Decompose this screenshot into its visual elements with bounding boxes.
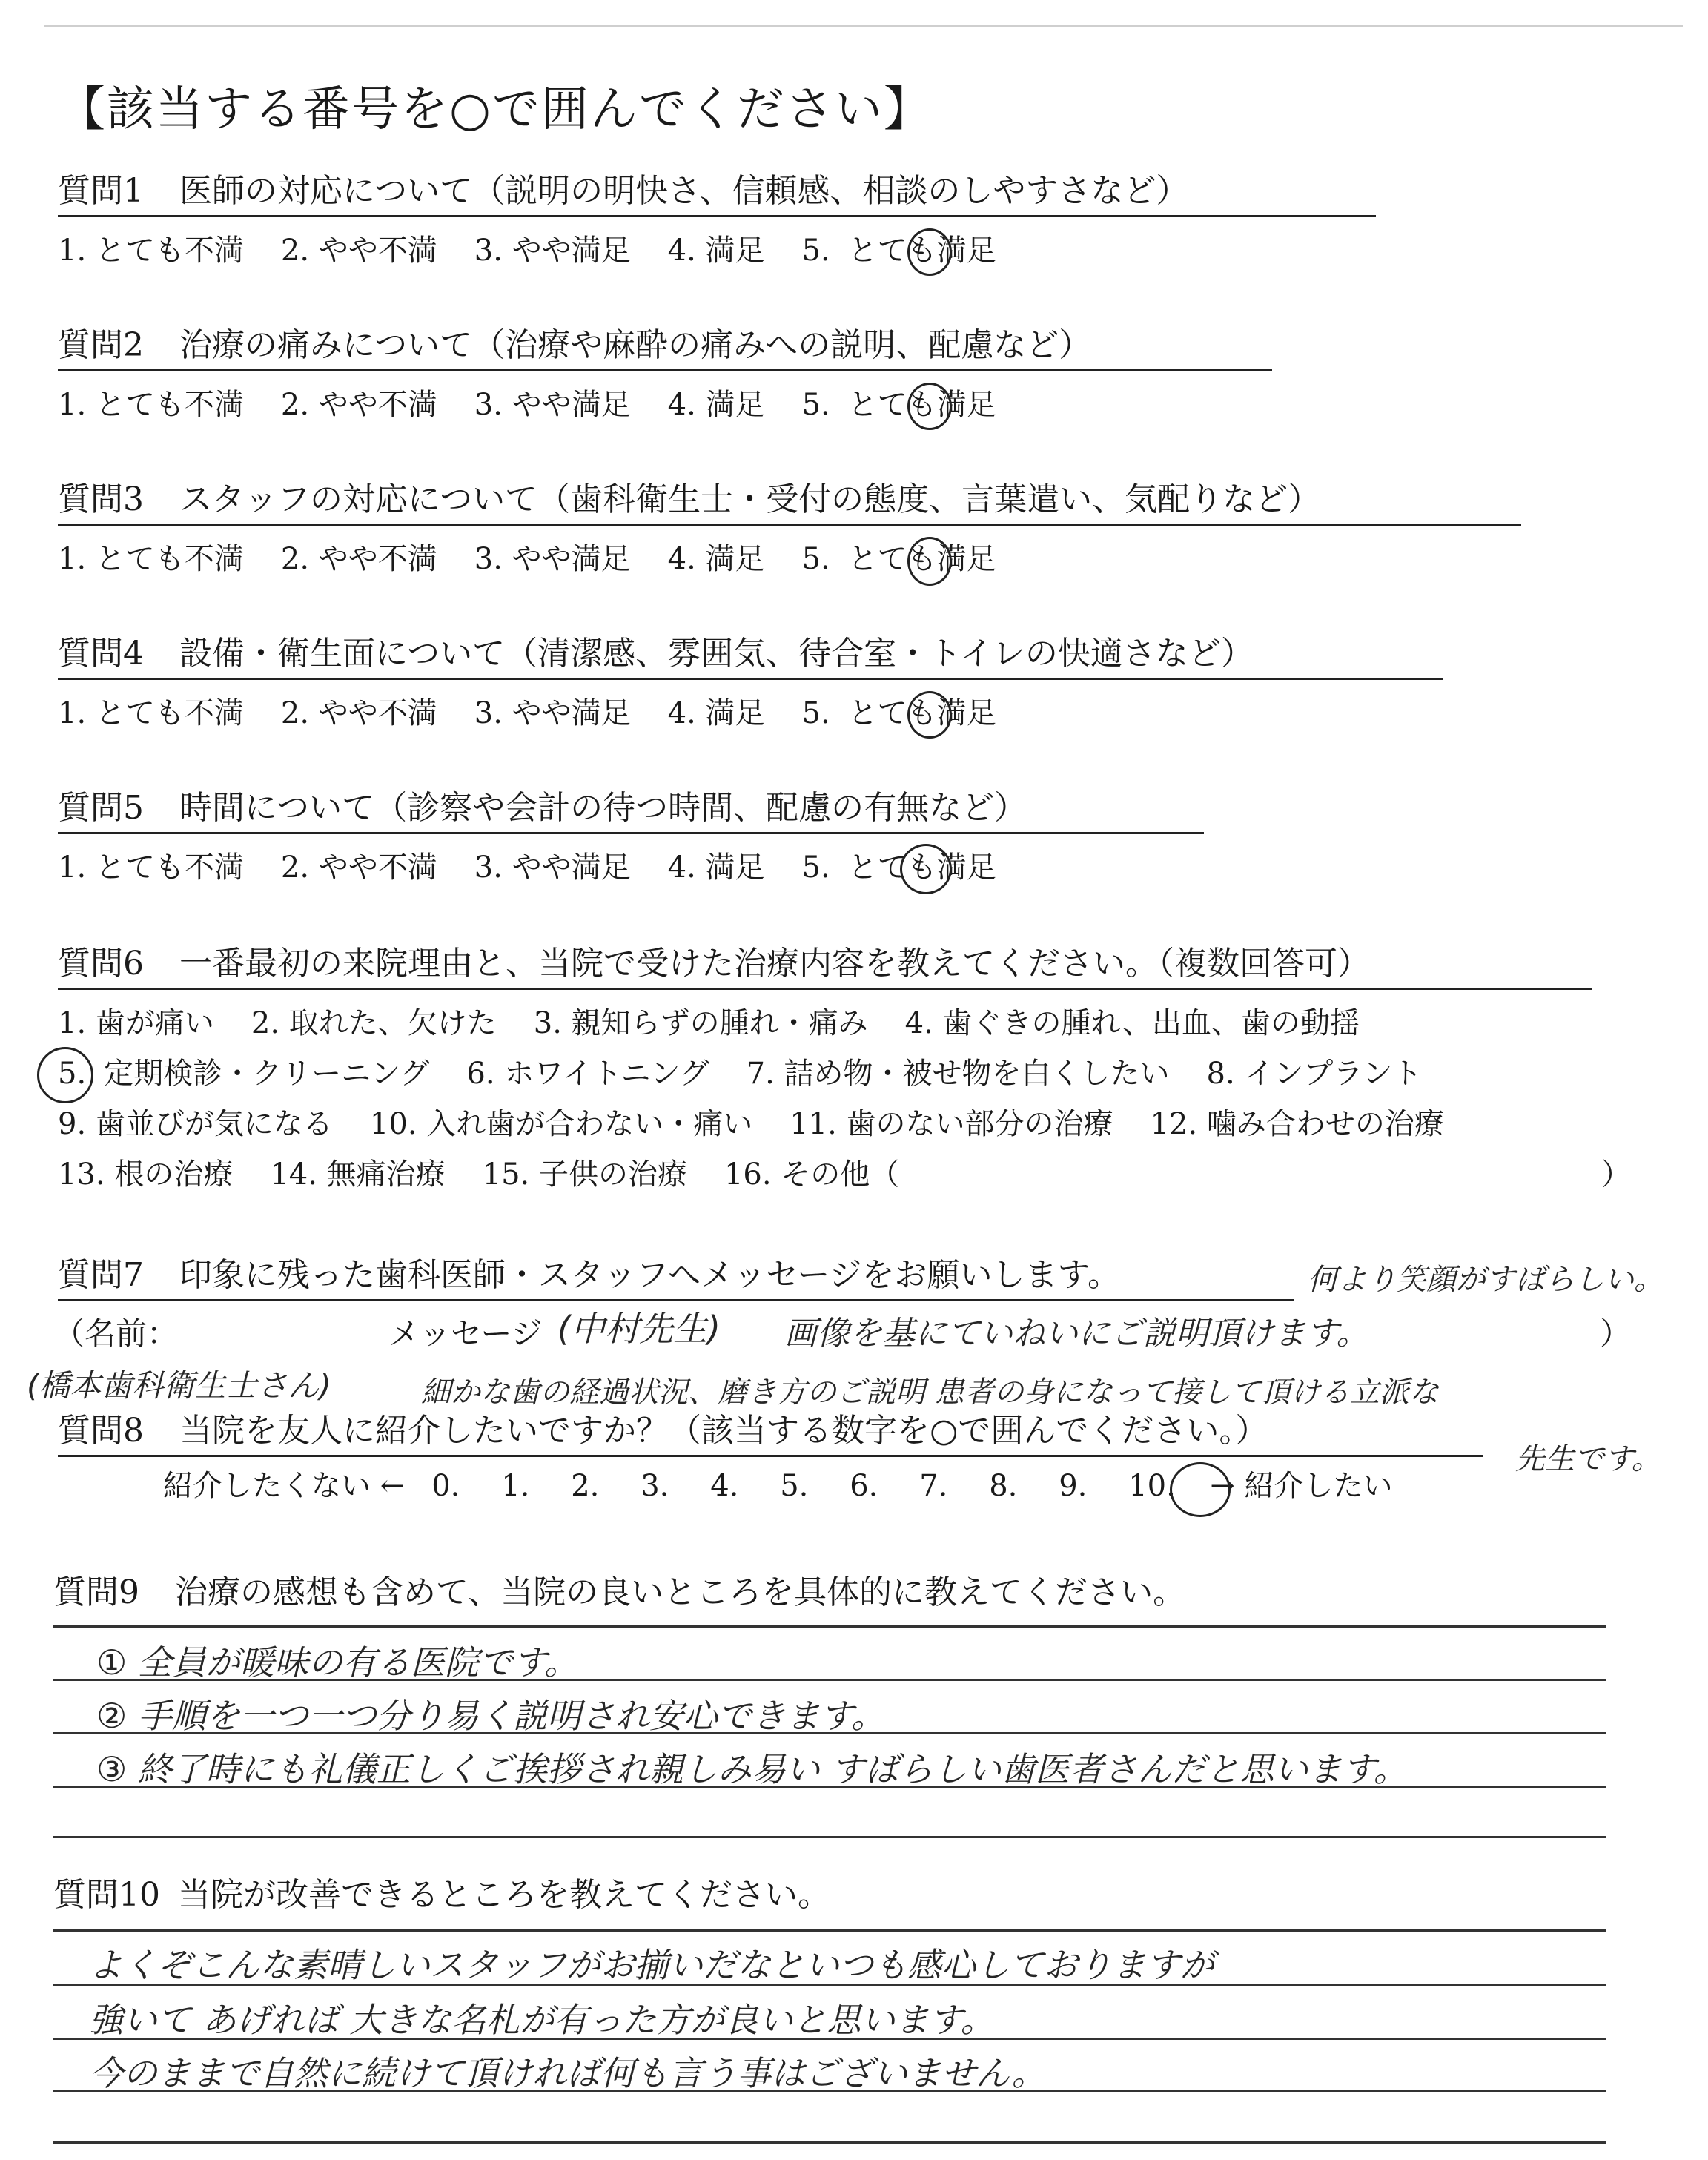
question-10-heading xyxy=(53,1873,830,1918)
scale-10[interactable]: 10. xyxy=(1128,1469,1176,1503)
scale-0[interactable]: 0. xyxy=(431,1469,460,1503)
question-text: 当院が改善できるところを教えてください。 xyxy=(178,1876,830,1914)
option-5-number[interactable]: 5. xyxy=(801,234,830,268)
question-6-row-1 xyxy=(58,1003,1360,1044)
selection-circle xyxy=(1170,1462,1231,1517)
scale-6[interactable]: 6. xyxy=(850,1469,878,1503)
question-number: 質問7 xyxy=(58,1256,144,1294)
question-text: 時間について（診察や会計の待つ時間、配慮の有無など） xyxy=(179,789,1027,827)
question-4-heading xyxy=(58,632,1254,676)
option-2[interactable]: 2. やや不満 xyxy=(280,696,437,730)
scale-3[interactable]: 3. xyxy=(640,1469,669,1503)
selection-circle xyxy=(907,228,952,276)
option-3[interactable]: 3. やや満足 xyxy=(474,388,631,422)
option-2[interactable]: 2. やや不満 xyxy=(280,542,437,576)
option-3[interactable]: 3. やや満足 xyxy=(474,696,631,730)
option-13[interactable]: 13. 根の治療 xyxy=(58,1157,234,1192)
question-number: 質問9 xyxy=(53,1573,139,1611)
option-5-label[interactable]: とても満足 xyxy=(847,388,996,422)
question-6-underline xyxy=(58,988,1592,990)
question-text: 治療の痛みについて（治療や麻酔の痛みへの説明、配慮など） xyxy=(179,326,1092,364)
question-text: 当院を友人に紹介したいですか？（該当する数字を○で囲んでください。） xyxy=(179,1412,1268,1450)
question-text: スタッフの対応について（歯科衛生士・受付の態度、言葉遣い、気配りなど） xyxy=(179,480,1321,518)
option-7[interactable]: 7. 詰め物・被せ物を白くしたい xyxy=(746,1057,1170,1091)
option-5-label[interactable]: とても満足 xyxy=(847,234,996,268)
option-3[interactable]: 3. やや満足 xyxy=(474,542,631,576)
question-7-underline xyxy=(58,1299,1294,1301)
question-number: 質問6 xyxy=(58,945,144,982)
option-1[interactable]: 1. とても不満 xyxy=(58,696,244,730)
handwritten-answer-line: よくぞこんな素晴しいスタッフがお揃いだなといつも感心しておりますが xyxy=(89,1945,1214,1985)
option-2[interactable]: 2. 取れた、欠けた xyxy=(251,1006,497,1040)
question-text: 設備・衛生面について（清潔感、雰囲気、待合室・トイレの快適さなど） xyxy=(179,635,1254,673)
question-5-underline xyxy=(58,832,1204,834)
question-number: 質問2 xyxy=(58,326,144,364)
handwritten-extra-comment: 何より笑顔がすばらしい。 xyxy=(1308,1263,1664,1297)
scale-left-label: 紹介したくない ← xyxy=(163,1469,406,1503)
question-number: 質問4 xyxy=(58,635,144,673)
question-5-heading xyxy=(58,786,1027,830)
answer-rule xyxy=(53,1625,1606,1628)
message-label: メッセージ xyxy=(388,1315,543,1352)
answer-rule xyxy=(53,2141,1606,2144)
option-3[interactable]: 3. やや満足 xyxy=(474,234,631,268)
question-6-heading xyxy=(58,942,1370,986)
option-9[interactable]: 9. 歯並びが気になる xyxy=(58,1107,333,1141)
selection-circle xyxy=(907,691,952,739)
handwritten-message-2: 細かな歯の経過状況、磨き方のご説明 患者の身になって接して頂ける立派な xyxy=(421,1375,1439,1410)
scale-8[interactable]: 8. xyxy=(989,1469,1018,1503)
option-4[interactable]: 4. 歯ぐきの腫れ、出血、歯の動揺 xyxy=(904,1006,1360,1040)
selection-circle xyxy=(907,383,952,430)
handwritten-name-2: (橋本歯科衛生士さん) xyxy=(27,1367,331,1404)
option-4[interactable]: 4. 満足 xyxy=(667,696,765,730)
option-12[interactable]: 12. 噛み合わせの治療 xyxy=(1150,1107,1444,1141)
question-text: 医師の対応について（説明の明快さ、信頼感、相談のしやすさなど） xyxy=(179,172,1189,210)
option-11[interactable]: 11. 歯のない部分の治療 xyxy=(790,1107,1113,1141)
option-16[interactable]: 16. その他（ xyxy=(724,1157,900,1192)
top-rule xyxy=(44,25,1683,27)
option-1[interactable]: 1. 歯が痛い xyxy=(58,1006,214,1040)
question-4-options xyxy=(58,693,996,734)
scale-2[interactable]: 2. xyxy=(571,1469,600,1503)
option-5-number[interactable]: 5. xyxy=(801,851,830,885)
option-4[interactable]: 4. 満足 xyxy=(667,542,765,576)
scale-right-label: → 紹介したい xyxy=(1210,1469,1393,1503)
question-7-heading xyxy=(58,1253,1120,1298)
question-1-heading xyxy=(58,169,1188,214)
question-9-heading xyxy=(53,1571,1185,1615)
question-3-heading xyxy=(58,478,1320,522)
option-5-number[interactable]: 5. xyxy=(58,1057,87,1091)
handwritten-answer-line: ① 全員が暖味の有る医院です。 xyxy=(96,1642,579,1682)
handwritten-message-1: 画像を基にていねいにご説明頂けます。 xyxy=(784,1315,1369,1353)
question-number: 質問5 xyxy=(58,789,144,827)
option-2[interactable]: 2. やや不満 xyxy=(280,388,437,422)
scale-5[interactable]: 5. xyxy=(780,1469,809,1503)
option-5-number[interactable]: 5. xyxy=(801,388,830,422)
question-number: 質問10 xyxy=(53,1876,160,1914)
option-2[interactable]: 2. やや不満 xyxy=(280,234,437,268)
option-2[interactable]: 2. やや不満 xyxy=(280,851,437,885)
question-3-options xyxy=(58,538,996,580)
option-4[interactable]: 4. 満足 xyxy=(667,851,765,885)
question-2-heading xyxy=(58,323,1091,368)
scale-4[interactable]: 4. xyxy=(710,1469,739,1503)
option-15[interactable]: 15. 子供の治療 xyxy=(482,1157,687,1192)
question-text: 一番最初の来院理由と、当院で受けた治療内容を教えてください。（複数回答可） xyxy=(179,945,1370,982)
handwritten-message-2-end: 先生です。 xyxy=(1515,1442,1661,1476)
question-2-underline xyxy=(58,369,1272,371)
handwritten-answer-line: ③ 終了時にも礼儀正しくご挨拶され親しみ易い すばらしい歯医者さんだと思います。 xyxy=(96,1749,1408,1789)
question-8-heading xyxy=(58,1409,1268,1453)
option-1[interactable]: 1. とても不満 xyxy=(58,851,244,885)
option-5-label[interactable]: 定期検診・クリーニング xyxy=(104,1057,430,1091)
question-number: 質問1 xyxy=(58,172,144,210)
option-3[interactable]: 3. やや満足 xyxy=(474,851,631,885)
selection-circle xyxy=(37,1047,93,1103)
option-5-number[interactable]: 5. xyxy=(801,696,830,730)
question-6-row-4 xyxy=(58,1154,899,1195)
question-2-options xyxy=(58,384,996,426)
handwritten-answer-line: 強いて あげれば 大きな名札が有った方が良いと思います。 xyxy=(89,2000,995,2040)
option-5-label[interactable]: とても満足 xyxy=(847,542,996,576)
question-number: 質問8 xyxy=(58,1412,144,1450)
option-10[interactable]: 10. 入れ歯が合わない・痛い xyxy=(369,1107,753,1141)
question-5-options xyxy=(58,847,996,888)
option-6[interactable]: 6. ホワイトニング xyxy=(466,1057,709,1091)
option-1[interactable]: 1. とても不満 xyxy=(58,542,244,576)
question-number: 質問3 xyxy=(58,480,144,518)
option-4[interactable]: 4. 満足 xyxy=(667,388,765,422)
option-5-label[interactable]: とても満足 xyxy=(847,696,996,730)
scale-7[interactable]: 7. xyxy=(919,1469,948,1503)
option-1[interactable]: 1. とても不満 xyxy=(58,234,244,268)
question-3-underline xyxy=(58,524,1521,526)
option-3[interactable]: 3. 親知らずの腫れ・痛み xyxy=(533,1006,868,1040)
option-8[interactable]: 8. インプラント xyxy=(1206,1057,1423,1091)
answer-rule xyxy=(53,1836,1606,1838)
option-1[interactable]: 1. とても不満 xyxy=(58,388,244,422)
message-close-paren: ） xyxy=(1600,1315,1632,1352)
page-title: 【該当する番号を○で囲んでください】 xyxy=(58,82,933,137)
scale-1[interactable]: 1. xyxy=(501,1469,530,1503)
question-6-row-2 xyxy=(58,1053,1422,1094)
option-5-number[interactable]: 5. xyxy=(801,542,830,576)
question-6-row-3 xyxy=(58,1103,1444,1145)
handwritten-answer-line: 今のままで自然に続けて頂ければ何も言う事はございません。 xyxy=(89,2053,1046,2093)
selection-circle xyxy=(900,844,952,894)
option-5-label[interactable]: とても満足 xyxy=(847,851,996,885)
question-4-underline xyxy=(58,678,1443,680)
handwritten-answer-line: ② 手順を一つ一つ分り易く説明され安心できます。 xyxy=(96,1696,886,1736)
other-close-paren: ） xyxy=(1601,1157,1631,1192)
question-text: 治療の感想も含めて、当院の良いところを具体的に教えてください。 xyxy=(175,1573,1186,1611)
selection-circle xyxy=(907,537,952,586)
option-14[interactable]: 14. 無痛治療 xyxy=(270,1157,446,1192)
question-8-underline xyxy=(58,1455,1483,1457)
question-1-underline xyxy=(58,215,1376,217)
answer-rule xyxy=(53,1929,1606,1932)
option-4[interactable]: 4. 満足 xyxy=(667,234,765,268)
question-text: 印象に残った歯科医師・スタッフへメッセージをお願いします。 xyxy=(179,1256,1120,1294)
question-1-options xyxy=(58,230,996,271)
handwritten-name-1: (中村先生) xyxy=(557,1309,721,1349)
scale-9[interactable]: 9. xyxy=(1059,1469,1088,1503)
name-label: （名前： xyxy=(53,1315,179,1352)
